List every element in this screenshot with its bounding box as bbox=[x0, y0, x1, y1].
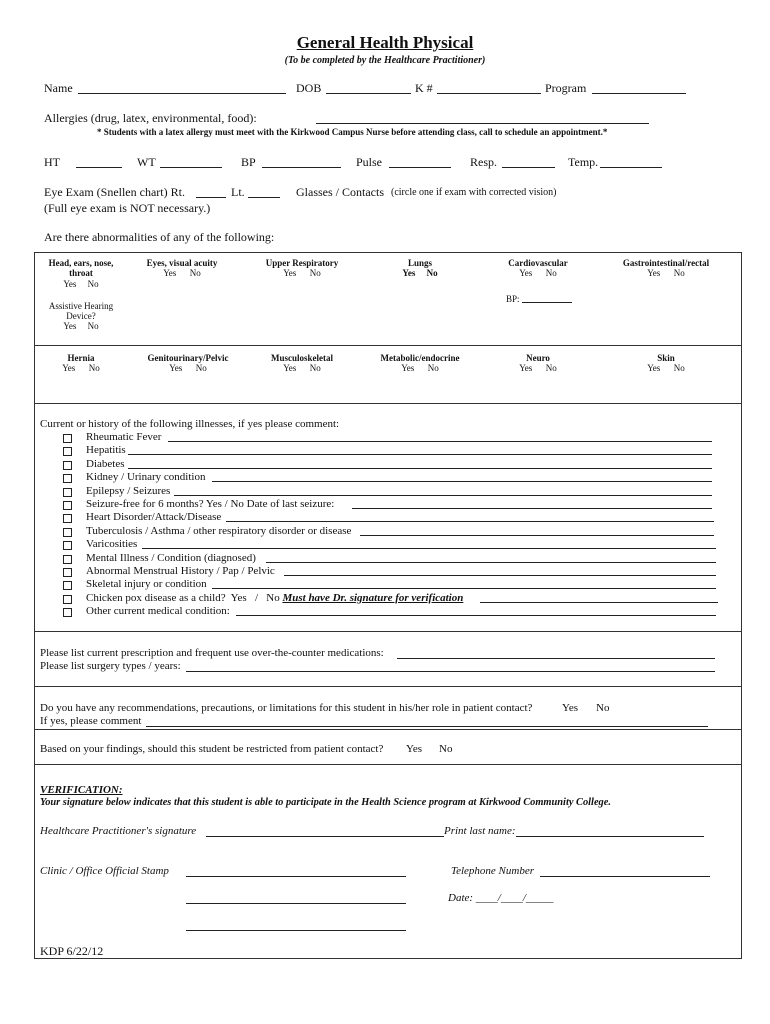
list-item bbox=[60, 444, 720, 457]
print-last-name-label: Print last name: bbox=[444, 825, 516, 837]
history-comment-line[interactable] bbox=[128, 458, 712, 469]
heent-yes[interactable]: Yes bbox=[63, 279, 77, 289]
history-list bbox=[60, 431, 720, 618]
latex-allergy-note: * Students with a latex allergy must meet with the Kirkwood Campus Nurse before attending class, call to schedule an appointment.* bbox=[97, 127, 608, 137]
hearing-yes[interactable]: Yes bbox=[63, 321, 77, 331]
list-item bbox=[60, 578, 720, 591]
cell-metabolic bbox=[366, 353, 474, 373]
upper-resp-yes[interactable]: Yes bbox=[283, 268, 297, 278]
form-code: KDP 6/22/12 bbox=[40, 944, 104, 958]
gu-no[interactable]: No bbox=[195, 363, 207, 373]
form-subtitle: (To be completed by the Healthcare Practitioner) bbox=[284, 55, 486, 66]
medications-label: Please list current prescription and frequent use over-the-counter medications: bbox=[40, 647, 384, 659]
resp-label: Resp. bbox=[470, 155, 497, 169]
medications-field[interactable] bbox=[397, 648, 715, 659]
history-comment-line[interactable] bbox=[168, 431, 712, 442]
metabolic-no[interactable]: No bbox=[427, 363, 439, 373]
program-label: Program bbox=[545, 81, 587, 95]
telephone-field[interactable] bbox=[540, 866, 710, 877]
name-label: Name bbox=[44, 81, 73, 95]
checkbox[interactable] bbox=[63, 528, 72, 537]
cell-gu bbox=[134, 353, 242, 373]
dob-field[interactable] bbox=[326, 82, 411, 94]
history-item-label: Rheumatic Fever bbox=[86, 431, 162, 443]
abnormalities-question: Are there abnormalities of any of the following: bbox=[44, 230, 275, 244]
checkbox[interactable] bbox=[63, 474, 72, 483]
history-comment-line[interactable] bbox=[284, 565, 716, 576]
hernia-label: Hernia bbox=[67, 353, 95, 363]
history-comment-line[interactable] bbox=[360, 525, 714, 536]
resp-field[interactable] bbox=[502, 156, 555, 168]
history-comment-line[interactable] bbox=[266, 552, 716, 563]
history-item-label: Tuberculosis / Asthma / other respiratory disorder or disease bbox=[86, 524, 352, 537]
checkbox[interactable] bbox=[63, 595, 72, 604]
eye-left-field[interactable] bbox=[248, 186, 280, 198]
lungs-yes[interactable]: Yes bbox=[402, 268, 416, 278]
history-item-label bbox=[86, 592, 463, 604]
skin-yes[interactable]: Yes bbox=[647, 363, 661, 373]
cell-upper-resp bbox=[252, 258, 352, 278]
gu-yes[interactable]: Yes bbox=[169, 363, 183, 373]
history-item-label: Seizure-free for 6 months? Yes / No Date of last seizure: bbox=[86, 497, 335, 510]
recommendations-yes[interactable]: Yes bbox=[562, 702, 579, 714]
pulse-label: Pulse bbox=[356, 155, 383, 169]
history-comment-line[interactable] bbox=[236, 605, 716, 616]
name-field[interactable] bbox=[78, 82, 286, 94]
history-comment-line[interactable] bbox=[352, 498, 712, 509]
history-item-label: Hepatitis bbox=[86, 444, 126, 457]
neuro-yes[interactable]: Yes bbox=[519, 363, 533, 373]
cell-eyes bbox=[134, 258, 230, 278]
eyes-yes[interactable]: Yes bbox=[163, 268, 177, 278]
metabolic-label: Metabolic/endocrine bbox=[380, 353, 460, 363]
hearing-device-label-2: Device? bbox=[66, 311, 96, 321]
history-comment-line[interactable] bbox=[212, 471, 712, 482]
history-comment-line[interactable] bbox=[174, 485, 712, 496]
checkbox[interactable] bbox=[63, 501, 72, 510]
msk-yes[interactable]: Yes bbox=[283, 363, 297, 373]
hernia-yes[interactable]: Yes bbox=[62, 363, 76, 373]
eyes-label: Eyes, visual acuity bbox=[146, 258, 218, 268]
cardio-yes[interactable]: Yes bbox=[519, 268, 533, 278]
print-last-name-field[interactable] bbox=[516, 826, 704, 837]
cell-hernia bbox=[34, 353, 128, 373]
allergies-field[interactable] bbox=[316, 112, 649, 124]
eye-exam-note: (Full eye exam is NOT necessary.) bbox=[44, 201, 211, 215]
divider-1 bbox=[34, 631, 742, 632]
metabolic-yes[interactable]: Yes bbox=[401, 363, 415, 373]
list-item bbox=[60, 538, 720, 551]
ht-label: HT bbox=[44, 155, 60, 169]
cardio-bp-label: BP: bbox=[506, 294, 520, 304]
checkbox[interactable] bbox=[63, 581, 72, 590]
msk-label: Musculoskeletal bbox=[271, 353, 333, 363]
checkbox[interactable] bbox=[63, 461, 72, 470]
history-intro: Current or history of the following illnesses, if yes please comment: bbox=[40, 418, 340, 430]
heent-label-2: throat bbox=[69, 268, 93, 278]
history-item-label: Kidney / Urinary condition bbox=[86, 471, 206, 484]
glasses-note: (circle one if exam with corrected vision) bbox=[391, 187, 557, 198]
verification-heading: VERIFICATION: bbox=[40, 784, 123, 796]
bp-label: BP bbox=[241, 155, 256, 169]
eye-right-field[interactable] bbox=[196, 186, 226, 198]
surgery-field[interactable] bbox=[186, 661, 715, 672]
list-item bbox=[60, 592, 720, 605]
telephone-label: Telephone Number bbox=[451, 865, 535, 877]
gi-label: Gastrointestinal/rectal bbox=[622, 258, 710, 268]
checkbox[interactable] bbox=[63, 608, 72, 617]
cardio-no[interactable]: No bbox=[545, 268, 557, 278]
recommendations-comment-field[interactable] bbox=[146, 716, 708, 727]
recommendations-no[interactable]: No bbox=[596, 702, 610, 714]
cell-lungs bbox=[372, 258, 468, 278]
eye-exam-label: Eye Exam (Snellen chart) Rt. bbox=[44, 185, 185, 199]
history-item-label: Mental Illness / Condition (diagnosed) bbox=[86, 551, 256, 564]
list-item bbox=[60, 498, 720, 511]
list-item bbox=[60, 511, 720, 524]
list-item bbox=[60, 605, 720, 618]
list-item bbox=[60, 431, 720, 444]
recommendations-question: Do you have any recommendations, precautions, or limitations for this student in his/her role in patient contact? bbox=[40, 702, 533, 714]
clinic-stamp-line-1[interactable] bbox=[186, 866, 406, 877]
hernia-no[interactable]: No bbox=[88, 363, 100, 373]
checkbox[interactable] bbox=[63, 447, 72, 456]
history-comment-line[interactable] bbox=[226, 511, 714, 522]
practitioner-signature-field[interactable] bbox=[206, 826, 444, 837]
k-number-label: K # bbox=[415, 81, 433, 95]
k-number-field[interactable] bbox=[437, 82, 541, 94]
history-comment-line[interactable] bbox=[128, 444, 712, 455]
practitioner-signature-label: Healthcare Practitioner's signature bbox=[40, 825, 197, 837]
pulse-field[interactable] bbox=[389, 156, 451, 168]
divider-4 bbox=[34, 764, 742, 765]
checkbox[interactable] bbox=[63, 568, 72, 577]
table-divider bbox=[34, 345, 742, 346]
history-item-label: Skeletal injury or condition bbox=[86, 578, 207, 591]
wt-label: WT bbox=[137, 155, 156, 169]
list-item bbox=[60, 471, 720, 484]
history-item-label: Diabetes bbox=[86, 457, 125, 470]
surgery-label: Please list surgery types / years: bbox=[40, 660, 181, 672]
checkbox[interactable] bbox=[63, 541, 72, 550]
history-comment-line[interactable] bbox=[212, 578, 716, 589]
cardio-label: Cardiovascular bbox=[508, 258, 568, 268]
list-item bbox=[60, 485, 720, 498]
upper-resp-label: Upper Respiratory bbox=[265, 258, 339, 268]
neuro-label: Neuro bbox=[526, 353, 550, 363]
history-item-label: Varicosities bbox=[86, 538, 138, 551]
list-item bbox=[60, 552, 720, 565]
history-item-label: Other current medical condition: bbox=[86, 605, 230, 618]
list-item bbox=[60, 458, 720, 471]
checkbox[interactable] bbox=[63, 488, 72, 497]
restrict-no[interactable]: No bbox=[439, 743, 453, 755]
skin-label: Skin bbox=[657, 353, 675, 363]
checkbox[interactable] bbox=[63, 434, 72, 443]
verification-statement: Your signature below indicates that this student is able to participate in the Health Science program at Kirkwood Community College. bbox=[40, 797, 611, 808]
clinic-stamp-line-3[interactable] bbox=[186, 920, 406, 931]
gu-label: Genitourinary/Pelvic bbox=[147, 353, 229, 363]
eye-left-label: Lt. bbox=[231, 185, 245, 199]
cell-msk bbox=[252, 353, 352, 373]
wt-field[interactable] bbox=[160, 156, 222, 168]
bp-field[interactable] bbox=[262, 156, 341, 168]
list-item bbox=[60, 525, 720, 538]
skin-no[interactable]: No bbox=[673, 363, 685, 373]
cardio-bp-field[interactable] bbox=[522, 293, 572, 303]
heent-no[interactable]: No bbox=[87, 279, 99, 289]
divider-3 bbox=[34, 729, 742, 730]
cell-cardio bbox=[488, 258, 588, 278]
ht-field[interactable] bbox=[76, 156, 122, 168]
neuro-no[interactable]: No bbox=[545, 363, 557, 373]
checkbox[interactable] bbox=[63, 514, 72, 523]
restrict-yes[interactable]: Yes bbox=[406, 743, 423, 755]
history-comment-line[interactable] bbox=[480, 592, 718, 603]
program-field[interactable] bbox=[592, 82, 686, 94]
chickenpox-verification-note: Must have Dr. signature for verification bbox=[282, 591, 464, 604]
checkbox[interactable] bbox=[63, 555, 72, 564]
cell-neuro bbox=[488, 353, 588, 373]
form-title: General Health Physical bbox=[296, 33, 474, 52]
glasses-contacts-option[interactable]: Glasses / Contacts bbox=[296, 185, 384, 199]
eyes-no[interactable]: No bbox=[189, 268, 201, 278]
restrict-question: Based on your findings, should this student be restricted from patient contact? bbox=[40, 743, 384, 755]
msk-no[interactable]: No bbox=[309, 363, 321, 373]
history-item-label: Heart Disorder/Attack/Disease bbox=[86, 511, 222, 524]
dob-label: DOB bbox=[296, 81, 322, 95]
divider-2 bbox=[34, 686, 742, 687]
gi-yes[interactable]: Yes bbox=[647, 268, 661, 278]
clinic-stamp-label: Clinic / Office Official Stamp bbox=[40, 865, 169, 877]
gi-no[interactable]: No bbox=[673, 268, 685, 278]
cell-heent bbox=[34, 258, 128, 331]
heent-label: Head, ears, nose, bbox=[48, 258, 114, 268]
clinic-stamp-line-2[interactable] bbox=[186, 893, 406, 904]
upper-resp-no[interactable]: No bbox=[309, 268, 321, 278]
history-item-label: Abnormal Menstrual History / Pap / Pelvic bbox=[86, 564, 275, 577]
lungs-no[interactable]: No bbox=[426, 268, 438, 278]
date-field[interactable]: Date: ____/____/_____ bbox=[448, 892, 554, 904]
temp-field[interactable] bbox=[600, 156, 662, 168]
history-item-label: Epilepsy / Seizures bbox=[86, 484, 171, 497]
history-comment-line[interactable] bbox=[142, 538, 716, 549]
hearing-device-label: Assistive Hearing bbox=[48, 301, 114, 311]
allergies-label: Allergies (drug, latex, environmental, food): bbox=[44, 111, 257, 125]
cell-gi bbox=[596, 258, 736, 278]
list-item bbox=[60, 565, 720, 578]
chickenpox-label: Chicken pox disease as a child? Yes / No bbox=[86, 591, 283, 604]
lungs-label: Lungs bbox=[407, 258, 433, 268]
hearing-no[interactable]: No bbox=[87, 321, 99, 331]
cell-skin bbox=[596, 353, 736, 373]
temp-label: Temp. bbox=[568, 155, 599, 169]
recommendations-comment-label: If yes, please comment bbox=[40, 715, 142, 727]
